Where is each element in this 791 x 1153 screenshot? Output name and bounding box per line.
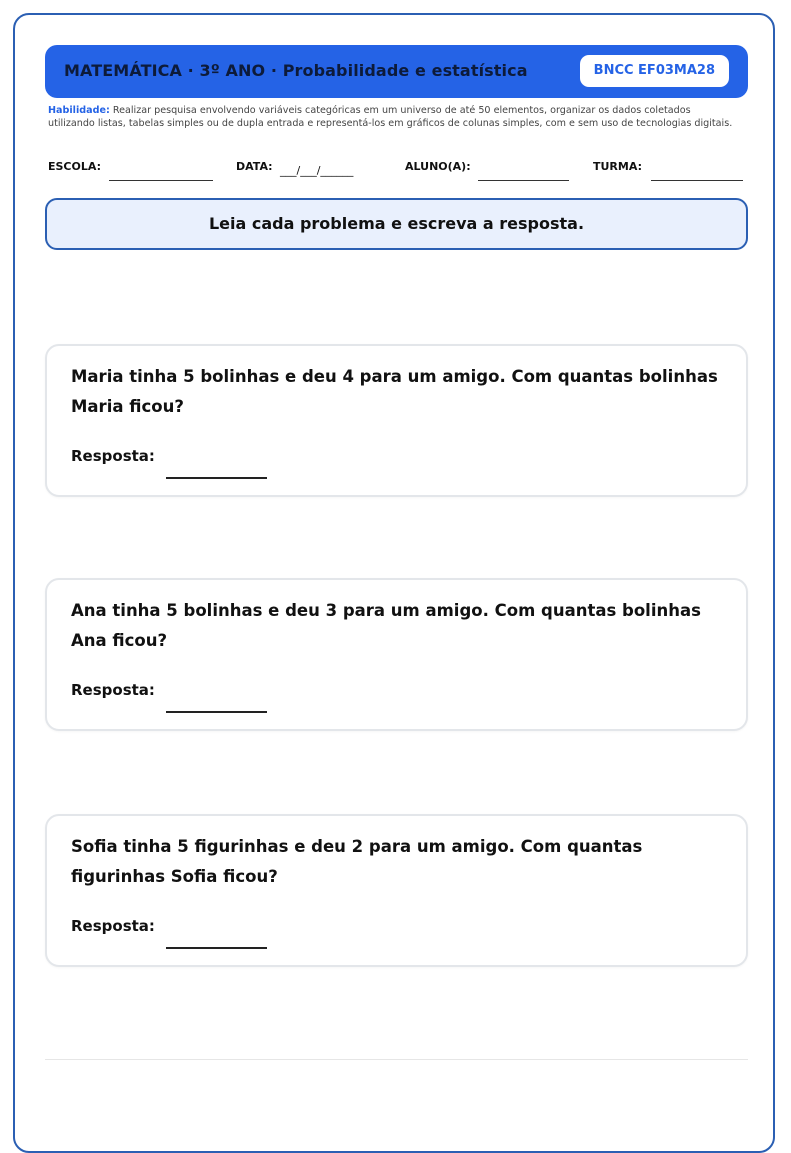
question-text: Maria tinha 5 bolinhas e deu 4 para um amigo. Com quantas bolinhas Maria ficou? — [71, 367, 718, 416]
school-label: ESCOLA: — [48, 160, 101, 173]
instruction-box: Leia cada problema e escreva a resposta. — [45, 198, 748, 250]
question-card-2 — [45, 578, 748, 731]
question-card-1 — [45, 344, 748, 497]
student-label: ALUNO(A): — [405, 160, 471, 173]
worksheet-title: MATEMÁTICA · 3º ANO · Probabilidade e estatística — [64, 61, 528, 80]
student-field[interactable] — [478, 180, 569, 181]
header-bar — [45, 45, 748, 98]
answer-label: Resposta: — [71, 681, 155, 699]
student-info-fields — [48, 160, 748, 184]
footer-divider — [45, 1059, 748, 1060]
skill-label: Habilidade: — [48, 105, 110, 116]
answer-label: Resposta: — [71, 917, 155, 935]
answer-field[interactable] — [166, 947, 267, 949]
question-card-3 — [45, 814, 748, 967]
school-field[interactable] — [109, 180, 213, 181]
skill-description — [48, 104, 738, 130]
answer-label: Resposta: — [71, 447, 155, 465]
answer-field[interactable] — [166, 477, 267, 479]
skill-text: Realizar pesquisa envolvendo variáveis categóricas em um universo de até 50 elementos, organizar os dados coletados utilizando listas, tabelas simples ou de dupla entrada e representá-los em gráficos de colunas simples, com e sem uso de tecnologias digitais. — [48, 105, 733, 129]
class-label: TURMA: — [593, 160, 642, 173]
answer-field[interactable] — [166, 711, 267, 713]
question-text: Ana tinha 5 bolinhas e deu 3 para um amigo. Com quantas bolinhas Ana ficou? — [71, 601, 701, 650]
question-text: Sofia tinha 5 figurinhas e deu 2 para um amigo. Com quantas figurinhas Sofia ficou? — [71, 837, 643, 886]
class-field[interactable] — [651, 180, 743, 181]
bncc-badge: BNCC EF03MA28 — [580, 55, 729, 87]
date-field[interactable]: ___/___/______ — [280, 164, 354, 177]
date-label: DATA: — [236, 160, 273, 173]
